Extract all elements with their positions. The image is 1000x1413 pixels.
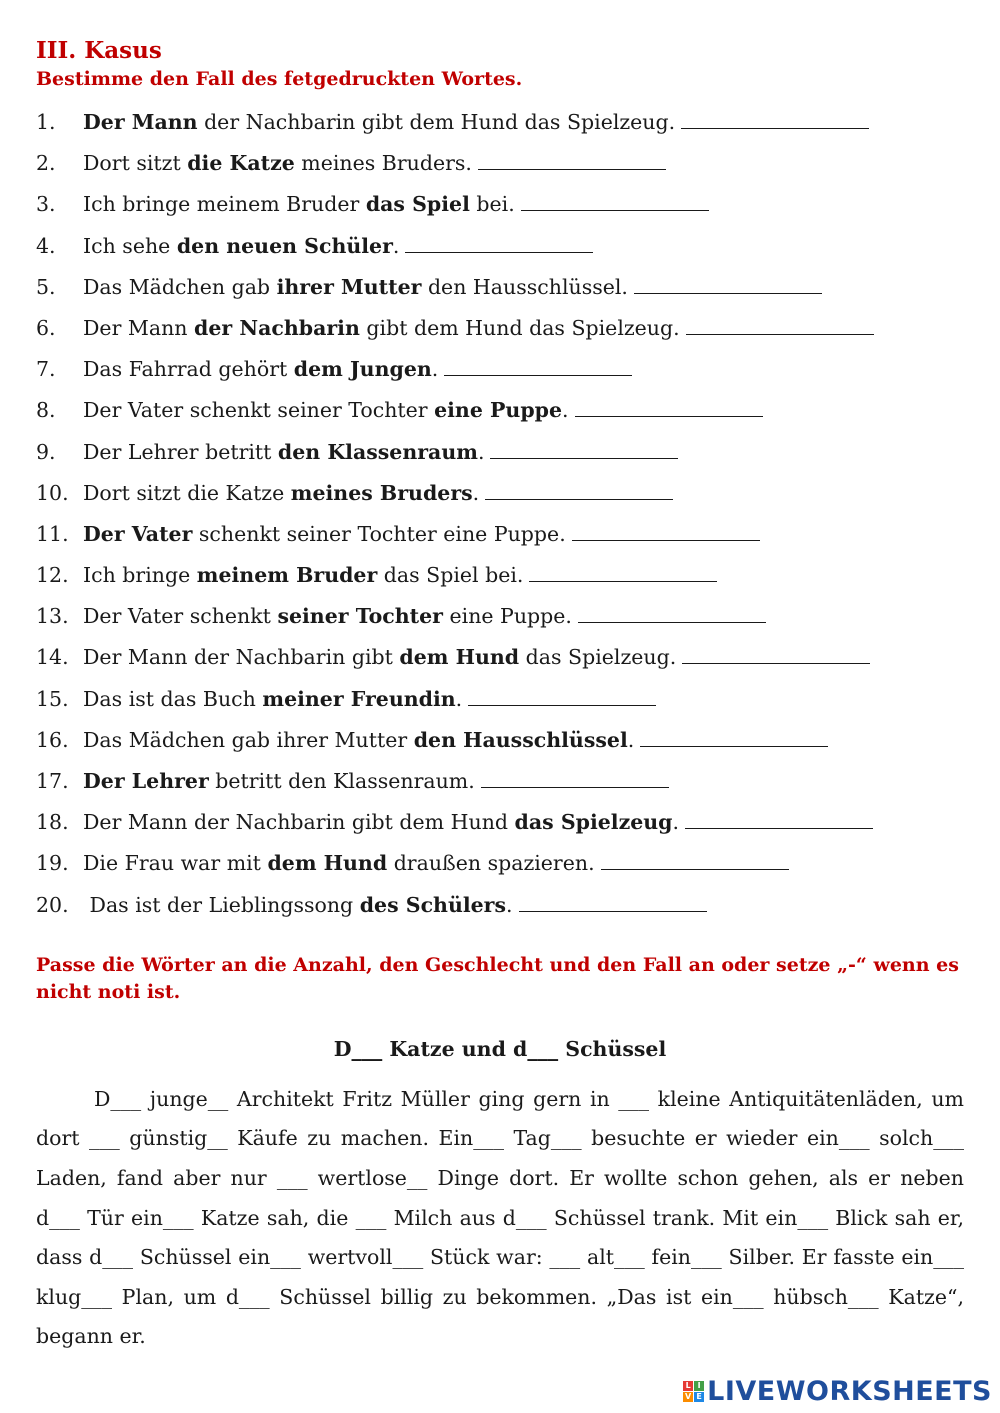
bold-target-word: den neuen Schüler [176, 233, 393, 258]
bold-target-word: Der Lehrer [83, 769, 209, 793]
logo-mark-icon: L I V E [683, 1381, 704, 1402]
exercise-number: 16. [36, 727, 69, 752]
sentence-text: den Hausschlüssel. [421, 274, 628, 299]
exercise-sentence [83, 432, 678, 473]
liveworksheets-logo [683, 1376, 992, 1407]
answer-blank[interactable] [444, 351, 632, 376]
sentence-text: Die Frau war mit [83, 851, 268, 876]
sentence-text: Ich bringe [83, 563, 197, 588]
bold-target-word: die Katze [187, 151, 295, 176]
answer-blank[interactable] [485, 475, 673, 500]
answer-blank[interactable] [685, 804, 873, 829]
exercise-number: 10. [36, 480, 69, 505]
answer-blank[interactable] [478, 145, 666, 170]
answer-blank[interactable] [490, 434, 678, 459]
exercise-number: 6. [36, 315, 56, 340]
exercise-number: 15. [36, 686, 69, 711]
sentence-text: der Nachbarin gibt dem Hund das Spielzeug. [197, 110, 676, 134]
exercise-number: 19. [36, 851, 69, 876]
sentence-text: . [472, 480, 480, 505]
story-text: D___ junge__ Architekt Fritz Müller ging gern in ___ kleine Antiquitätenläden, um dort ___ günstig__ Käufe zu machen. Ein___ Tag___ besuchte er wieder ein___ solch___ Laden, fand aber nur ___ wertlose__ Dinge dort. Er wollte schon gehen, als er neben d___ Tür ein___ Katze sah, die ___ Milch aus d___ Schüssel trank. Mit ein___ Blick sah er, dass d___ Schüssel ein___ wertvoll___ Stück war: ___ alt___ fein___ Silber. Er fasste ein___ klug___ Plan, um d___ Schüssel billig zu bekommen. „Das ist ein___ hübsch___ Katze“, begann er. [36, 1086, 964, 1349]
bold-target-word: den Klassenraum [277, 439, 478, 464]
exercise-item [36, 720, 964, 761]
exercise-item [36, 349, 964, 390]
section-title: III. Kasus [36, 37, 162, 64]
sentence-text: Der Mann der Nachbarin gibt [83, 645, 400, 670]
exercise-number: 8. [36, 398, 56, 423]
sentence-text: . [392, 233, 400, 258]
sentence-text: . [672, 810, 680, 835]
exercise-item [36, 226, 964, 267]
sentence-text: Der Vater schenkt [83, 604, 278, 629]
exercise-item [36, 802, 964, 843]
bold-target-word: den Hausschlüssel [413, 727, 628, 752]
exercise-sentence [83, 885, 707, 926]
sentence-text: eine Puppe. [442, 604, 572, 629]
answer-blank[interactable] [578, 598, 766, 623]
exercise-item [36, 143, 964, 184]
bold-target-word: meinem Bruder [196, 563, 378, 588]
exercise-number: 5. [36, 274, 56, 299]
answer-blank[interactable] [575, 392, 763, 417]
bold-target-word: das Spielzeug [514, 810, 673, 835]
exercise-sentence [83, 679, 656, 720]
answer-blank[interactable] [634, 269, 822, 294]
sentence-text: Der Mann [83, 315, 195, 340]
exercise-item [36, 679, 964, 720]
exercise-sentence [83, 390, 763, 431]
exercise-item [36, 102, 964, 143]
sentence-text: Ich sehe [83, 233, 177, 258]
sentence-text: bei. [469, 192, 515, 217]
bold-target-word: Der Mann [83, 110, 198, 134]
bold-target-word: eine Puppe [434, 398, 563, 423]
answer-blank[interactable] [686, 310, 874, 335]
sentence-text: . [455, 686, 463, 711]
exercise-sentence [83, 184, 709, 225]
sentence-text: Das ist der Lieblingssong [83, 892, 360, 917]
bold-target-word: dem Hund [399, 645, 520, 670]
exercise-item [36, 514, 964, 555]
exercise-number: 12. [36, 563, 69, 588]
exercise-item [36, 885, 964, 926]
exercise-sentence [83, 514, 760, 555]
exercise-number: 13. [36, 604, 69, 629]
sentence-text: Der Mann der Nachbarin gibt dem Hund [83, 810, 515, 835]
sentence-text: das Spiel bei. [377, 563, 524, 588]
exercise-item [36, 596, 964, 637]
bold-target-word: meines Bruders [290, 480, 473, 505]
answer-blank[interactable] [519, 887, 707, 912]
bold-target-word: der Nachbarin [194, 315, 360, 340]
sentence-text: Ich bringe meinem Bruder [83, 192, 366, 217]
exercise-sentence [83, 102, 869, 143]
exercise-sentence [83, 637, 870, 678]
exercise-number: 14. [36, 645, 69, 670]
exercise-item [36, 761, 964, 802]
answer-blank[interactable] [572, 516, 760, 541]
bold-target-word: meiner Freundin [262, 686, 456, 711]
sentence-text: Der Vater schenkt seiner Tochter [83, 398, 435, 423]
exercise-number: 11. [36, 521, 69, 546]
exercise-sentence [83, 596, 766, 637]
exercise-number: 9. [36, 439, 56, 464]
bold-target-word: Der Vater [83, 521, 193, 546]
exercise-item [36, 308, 964, 349]
sentence-text: das Spielzeug. [519, 645, 677, 670]
bold-target-word: des Schülers [359, 892, 507, 917]
exercise-sentence [83, 555, 717, 596]
exercise-sentence [83, 143, 666, 184]
exercise-number: 1. [36, 110, 56, 134]
exercise-sentence [83, 843, 789, 884]
exercise-number: 18. [36, 810, 69, 835]
sentence-text: Das Mädchen gab [83, 274, 277, 299]
answer-blank[interactable] [521, 186, 709, 211]
exercise-item [36, 184, 964, 225]
answer-blank[interactable] [681, 104, 869, 129]
bold-target-word: ihrer Mutter [276, 274, 422, 299]
answer-blank[interactable] [640, 722, 828, 747]
task-instruction: Bestimme den Fall des fetgedruckten Wortes. [36, 68, 523, 90]
sentence-text: meines Bruders. [294, 151, 472, 176]
exercise-sentence [83, 349, 632, 390]
answer-blank[interactable] [529, 557, 717, 582]
answer-blank[interactable] [481, 763, 669, 788]
sentence-text: draußen spazieren. [387, 851, 595, 876]
exercise-sentence [83, 802, 873, 843]
exercise-sentence [83, 267, 822, 308]
sentence-text: Das Fahrrad gehört [83, 357, 294, 382]
logo-text: LIVEWORKSHEETS [707, 1376, 992, 1407]
bold-target-word: seiner Tochter [277, 604, 443, 629]
answer-blank[interactable] [682, 639, 870, 664]
exercise-list [36, 102, 964, 926]
exercise-item [36, 390, 964, 431]
sentence-text: Das ist das Buch [83, 686, 263, 711]
bold-target-word: dem Jungen [293, 357, 432, 382]
exercise-sentence [83, 473, 673, 514]
exercise-item [36, 473, 964, 514]
exercise-item [36, 267, 964, 308]
bold-target-word: dem Hund [267, 851, 388, 876]
answer-blank[interactable] [405, 228, 593, 253]
exercise-item [36, 637, 964, 678]
exercise-sentence [83, 761, 669, 802]
exercise-number: 2. [36, 151, 56, 176]
sentence-text: . [562, 398, 569, 423]
exercise-number: 3. [36, 192, 56, 217]
sentence-text: . [506, 892, 513, 917]
exercise-item [36, 555, 964, 596]
sentence-text: . [477, 439, 485, 464]
sentence-text: schenkt seiner Tochter eine Puppe. [192, 521, 566, 546]
story-title: D___ Katze und d___ Schüssel [333, 1036, 667, 1061]
answer-blank[interactable] [601, 845, 789, 870]
exercise-sentence [83, 308, 874, 349]
exercise-number: 20. [36, 892, 69, 917]
sentence-text: Das Mädchen gab ihrer Mutter [83, 727, 414, 752]
exercise-number: 4. [36, 233, 56, 258]
sentence-text: Dort sitzt die Katze [83, 480, 291, 505]
sentence-text: . [627, 727, 635, 752]
bold-target-word: das Spiel [365, 192, 470, 217]
exercise-sentence [83, 226, 593, 267]
sentence-text: Der Lehrer betritt [83, 439, 278, 464]
worksheet-page [36, 36, 964, 1357]
sentence-text: Dort sitzt [83, 151, 188, 176]
sentence-text: gibt dem Hund das Spielzeug. [359, 315, 680, 340]
exercise-item [36, 843, 964, 884]
sentence-text: betritt den Klassenraum. [208, 769, 475, 793]
exercise-sentence [83, 720, 828, 761]
exercise-number: 17. [36, 769, 69, 793]
second-task-instruction: Passe die Wörter an die Anzahl, den Geschlecht und den Fall an oder setze „-“ wenn es nicht noti ist. [36, 953, 959, 1003]
sentence-text: . [431, 357, 439, 382]
exercise-number: 7. [36, 357, 56, 382]
answer-blank[interactable] [468, 681, 656, 706]
exercise-item [36, 432, 964, 473]
